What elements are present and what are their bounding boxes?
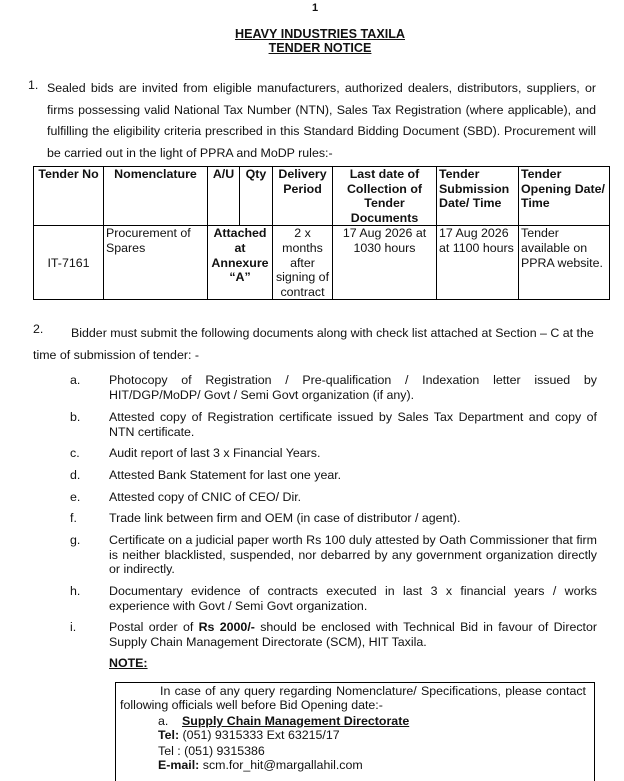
- header-nomenclature: Nomenclature: [104, 167, 208, 226]
- list-item-text: Audit report of last 3 x Financial Years.: [109, 446, 321, 460]
- tender-table: [33, 166, 610, 300]
- contact-intro: In case of any query regarding Nomenclature/ Specifications, please contact following officials well before Bid Opening date:-: [120, 684, 586, 712]
- list-item-letter: d.: [70, 468, 81, 482]
- cell-opening: Tender available on PPRA website.: [519, 226, 610, 300]
- cell-submission: 17 Aug 2026 at 1100 hours: [437, 226, 519, 300]
- contact-box: [115, 682, 595, 781]
- list-item-letter: f.: [70, 511, 77, 525]
- tel-value: (051) 9315333 Ext 63215/17: [179, 728, 340, 742]
- cell-tender-no: IT-7161: [34, 226, 104, 300]
- list-item-text: Attested Bank Statement for last one year.: [109, 468, 342, 482]
- header-submission: Tender Submission Date/ Time: [437, 167, 519, 226]
- header-tender-no: Tender No: [34, 167, 104, 226]
- contact-tel: [158, 728, 340, 742]
- list-item-letter: g.: [70, 533, 81, 547]
- list-item-letter: a.: [70, 373, 81, 387]
- tel-label: Tel:: [158, 728, 180, 742]
- email-value[interactable]: scm.for_hit@margallahil.com: [199, 758, 363, 772]
- list-item-text: Photocopy of Registration / Pre-qualification / Indexation letter issued by HIT/DGP/MoDP/ Govt / Semi Govt organization (if any).: [109, 373, 597, 402]
- postal-order-text-rest: should be enclosed with Technical Bid in favour of Director Supply Chain Management Directorate (SCM), HIT Taxila.: [109, 620, 597, 649]
- postal-order-text: Postal order of: [109, 620, 199, 634]
- cell-nomenclature: Procurement of Spares: [104, 226, 208, 300]
- para2-number: 2.: [33, 322, 44, 336]
- postal-order-amount: Rs 2000/-: [198, 620, 255, 634]
- email-label: E-mail:: [158, 758, 200, 772]
- organization-title: HEAVY INDUSTRIES TAXILA: [234, 27, 406, 41]
- list-item-letter: e.: [70, 490, 81, 504]
- contact-tel2: Tel : (051) 9315386: [158, 744, 265, 758]
- list-item-text: Attested copy of CNIC of CEO/ Dir.: [109, 490, 302, 504]
- para1-number: 1.: [28, 78, 39, 92]
- list-item-letter: i.: [70, 620, 77, 634]
- list-item-letter: c.: [70, 446, 80, 460]
- header-qty: Qty: [240, 167, 273, 226]
- table-header-row: [34, 167, 610, 226]
- cell-au-qty: Attached at Annexure “A”: [208, 226, 273, 300]
- list-item-text: Attested copy of Registration certificate issued by Sales Tax Department and copy of NTN certificate.: [109, 410, 597, 439]
- header-au: A/U: [208, 167, 240, 226]
- header-opening: Tender Opening Date/ Time: [519, 167, 610, 226]
- list-item-text: Documentary evidence of contracts executed in last 3 x financial years / works experience with Govt / Semi Govt organization.: [109, 584, 597, 613]
- contact-item-title: Supply Chain Management Directorate: [182, 714, 410, 728]
- list-item-letter: b.: [70, 410, 81, 424]
- list-item-letter: h.: [70, 584, 81, 598]
- contact-item-letter: a.: [158, 714, 169, 728]
- list-item-text: Certificate on a judicial paper worth Rs 100 duly attested by Oath Commissioner that firm is neither blacklisted, suspended, nor debarred by any government organization directly or indirectly.: [109, 533, 597, 576]
- header-last-date: Last date of Collection of Tender Documents: [333, 167, 437, 226]
- cell-last-date: 17 Aug 2026 at 1030 hours: [333, 226, 437, 300]
- para1-text: Sealed bids are invited from eligible manufacturers, authorized dealers, distributors, suppliers, or firms possessing valid National Tax Number (NTN), Sales Tax Registration (where applicable), and fulfilling the eligibility criteria prescribed in this Standard Bidding Document (SBD). Procurement will be carried out in the light of PPRA and MoDP rules:-: [47, 81, 596, 160]
- notice-title: TENDER NOTICE: [268, 41, 372, 55]
- page-number: 1: [312, 2, 319, 14]
- contact-email[interactable]: [158, 758, 363, 772]
- note-label: NOTE:: [109, 656, 148, 670]
- table-row: [34, 226, 610, 300]
- cell-delivery: 2 x months after signing of contract: [273, 226, 333, 300]
- header-delivery: Delivery Period: [273, 167, 333, 226]
- list-item-text: [109, 620, 597, 649]
- list-item-text: Trade link between firm and OEM (in case of distributor / agent).: [109, 511, 461, 525]
- para2-text: Bidder must submit the following documents along with check list attached at Section – C at the time of submission of tender: -: [33, 326, 594, 362]
